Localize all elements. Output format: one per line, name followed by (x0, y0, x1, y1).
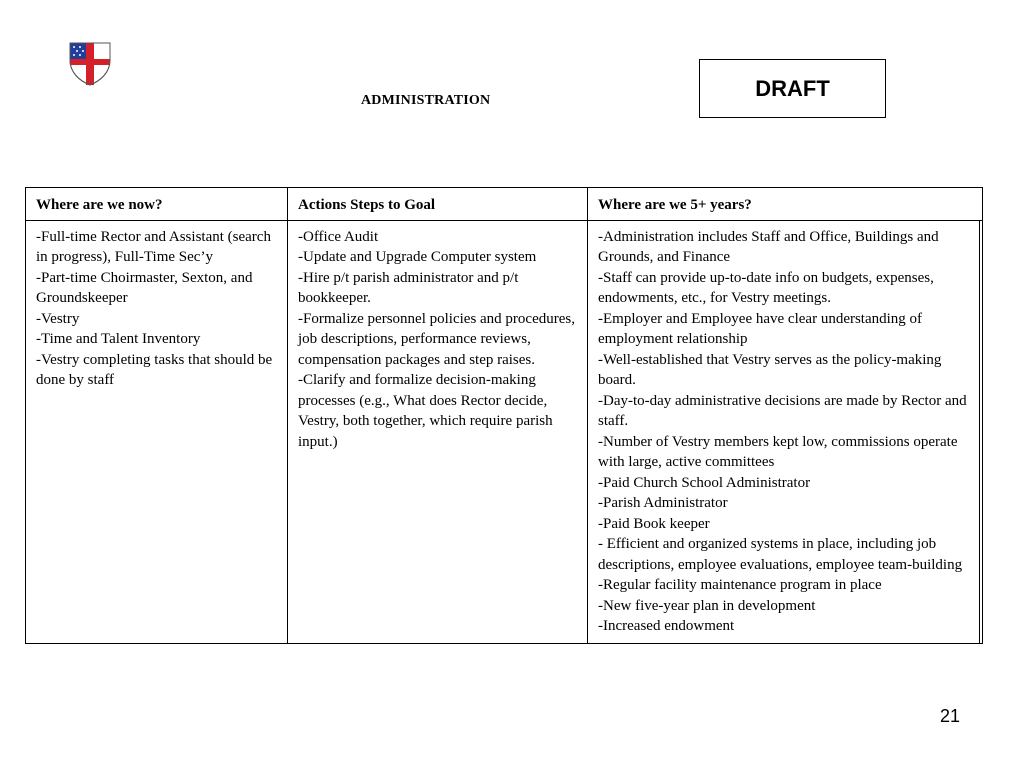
list-item: -Paid Book keeper (598, 515, 710, 532)
draft-label: DRAFT (755, 75, 830, 101)
list-item: -Time and Talent Inventory (36, 331, 201, 347)
cell-empty (980, 220, 983, 643)
list-item: -Update and Upgrade Computer system (298, 249, 537, 265)
header-now: Where are we now? (26, 188, 288, 221)
list-item: -Well-established that Vestry serves as the policy-making board. (598, 351, 942, 388)
cell-now (26, 220, 288, 643)
goals-table (25, 187, 983, 644)
list-item: -Number of Vestry members kept low, commissions operate with large, active committees (598, 433, 958, 470)
list-item: -Increased endowment (598, 618, 735, 634)
cell-future (588, 220, 980, 643)
list-item: -Parish Administrator (598, 495, 728, 511)
header-future: Where are we 5+ years? (588, 188, 983, 221)
list-item: -Employer and Employee have clear understanding of employment relationship (598, 310, 923, 347)
page-number: 21 (940, 706, 961, 726)
list-item: -Office Audit (298, 228, 379, 245)
table-header-row (26, 188, 983, 221)
list-item: -Staff can provide up-to-date info on budgets, expenses, endowments, etc., for Vestry meetings. (598, 269, 934, 306)
list-item: -Administration includes Staff and Office, Buildings and Grounds, and Finance (598, 228, 939, 265)
table-row (26, 220, 983, 643)
list-item: -Paid Church School Administrator (598, 474, 811, 491)
list-item: -Regular facility maintenance program in place (598, 577, 882, 593)
cell-actions (288, 220, 588, 643)
list-item: -Clarify and formalize decision-making processes (e.g., What does Rector decide, Vestry, both together, which require parish input.) (298, 372, 553, 450)
episcopal-shield-icon (68, 42, 112, 86)
page-title: ADMINISTRATION (361, 93, 491, 108)
list-item: -Vestry (36, 310, 80, 327)
header-actions: Actions Steps to Goal (288, 188, 588, 221)
list-item: - Efficient and organized systems in place, including job descriptions, employee evaluations, employee team-building (598, 536, 963, 573)
list-item: -Part-time Choirmaster, Sexton, and Groundskeeper (36, 269, 253, 306)
list-item: -New five-year plan in development (598, 597, 816, 614)
list-item: -Day-to-day administrative decisions are made by Rector and staff. (598, 392, 967, 429)
list-item: -Full-time Rector and Assistant (search in progress), Full-Time Sec’y (36, 228, 271, 265)
draft-box (699, 59, 886, 118)
list-item: -Hire p/t parish administrator and p/t bookkeeper. (298, 269, 519, 306)
list-item: -Vestry completing tasks that should be done by staff (36, 351, 273, 388)
list-item: -Formalize personnel policies and procedures, job descriptions, performance reviews, compensation packages and step raises. (298, 310, 575, 368)
